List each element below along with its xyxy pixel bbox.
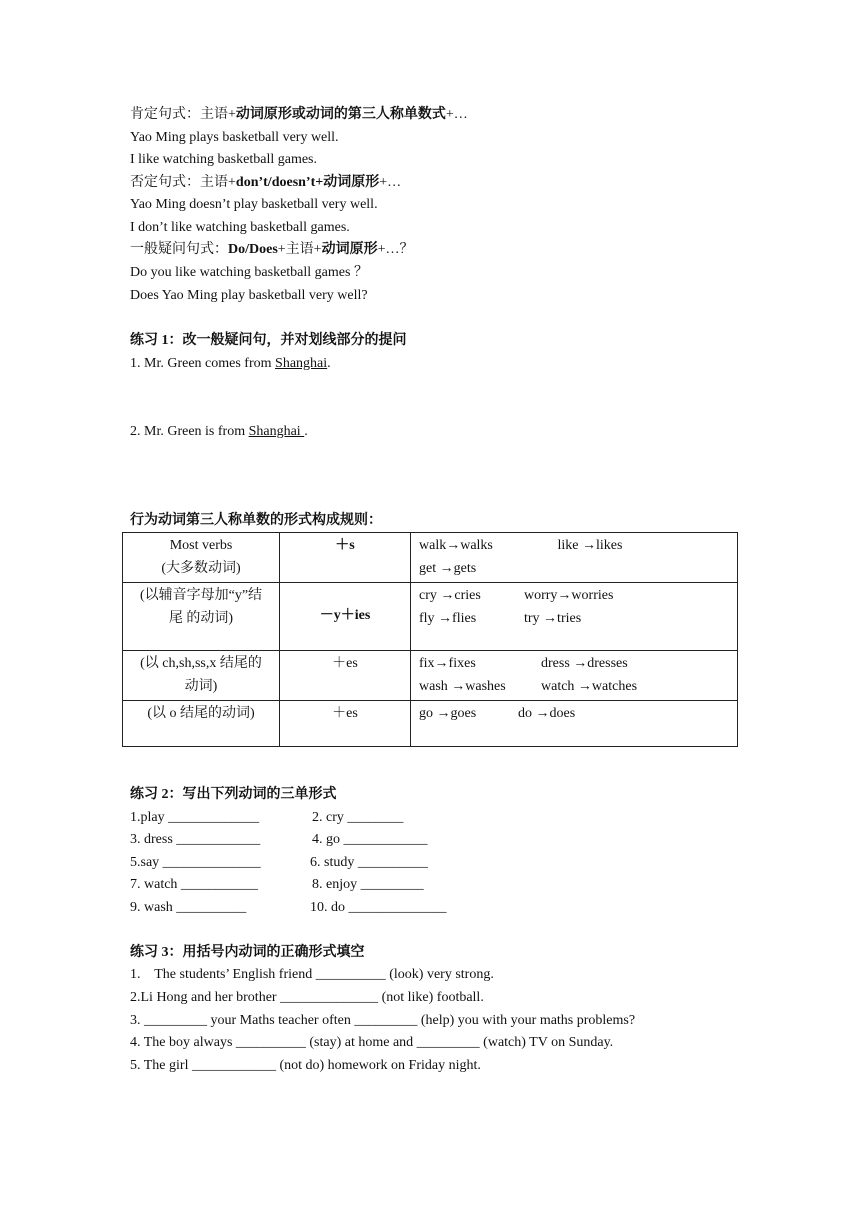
example-text: go →goes	[419, 706, 477, 722]
exercise2-title: 练习 2：写出下列动词的三单形式	[130, 787, 337, 802]
exercise1-question-2	[130, 423, 308, 441]
verb-type-text: 尾 的动词)	[168, 610, 234, 626]
exercise3-item: 2.Li Hong and her brother ______________ (not like) football.	[130, 990, 484, 1005]
exercise2-item: 5.say ______________	[130, 855, 261, 870]
example-text: cry →cries	[419, 588, 481, 604]
negative-pattern	[130, 174, 401, 192]
exercise2-item: 9. wash __________	[130, 900, 247, 915]
example-text: dress →dresses	[541, 656, 628, 672]
question-rule: 动词原形	[321, 242, 378, 257]
verb-type-cell	[123, 533, 280, 583]
rule-cell: ＋s	[280, 533, 411, 583]
exercise3-item: 5. The girl ____________ (not do) homework on Friday night.	[130, 1058, 481, 1073]
question-label: 一般疑问句式：	[130, 242, 228, 257]
example-text: fly →flies	[419, 610, 477, 626]
affirmative-label: 肯定句式：主语+	[130, 107, 236, 122]
example-text: like →likes	[557, 538, 623, 553]
example-text: do →does	[518, 706, 576, 722]
question-tail: +…？	[377, 242, 414, 257]
example-pair	[419, 703, 575, 726]
verb-type-text: (以 ch,sh,ss,x 结尾的	[140, 656, 262, 672]
table-row	[123, 651, 738, 701]
exercise2-row	[130, 809, 403, 827]
examples-cell	[411, 651, 738, 701]
example-pair	[419, 558, 524, 581]
example-text: watch →watches	[541, 678, 638, 694]
rules-table	[122, 532, 738, 747]
examples-cell	[411, 701, 738, 747]
question-mid: +主语+	[277, 242, 322, 257]
table-row	[123, 583, 738, 651]
example-sentence: Yao Ming doesn’t play basketball very well.	[130, 197, 378, 212]
exercise3-title: 练习 3：用括号内动词的正确形式填空	[130, 945, 365, 960]
example-sentence: Yao Ming plays basketball very well.	[130, 130, 339, 145]
exercise1-question-1	[130, 355, 331, 373]
exercise2-item: 6. study __________	[310, 855, 428, 870]
exercise2-item: 3. dress ____________	[130, 832, 261, 847]
question-text: .	[304, 424, 308, 439]
affirmative-tail: +…	[445, 107, 468, 122]
exercise2-row	[130, 854, 428, 872]
verb-type-text: (以 o 结尾的动词)	[147, 706, 255, 722]
underlined-word: Shanghai	[275, 356, 328, 371]
example-text: worry→worries	[524, 588, 614, 604]
rule-cell: ＋es	[280, 701, 411, 747]
exercise2-row	[130, 899, 447, 917]
example-text: get →gets	[419, 560, 477, 576]
example-pair	[419, 535, 622, 558]
negative-label: 否定句式：主语+	[130, 175, 236, 190]
verb-type-text: (以辅音字母加“y”结	[139, 588, 263, 604]
table-row	[123, 701, 738, 747]
example-sentence: I don’t like watching basketball games.	[130, 220, 350, 235]
exercise1-title: 练习 1：改一般疑问句，并对划线部分的提问	[130, 333, 407, 348]
exercise2-item: 4. go ____________	[312, 832, 428, 847]
exercise3-item: 1. The students’ English friend __________ (look) very strong.	[130, 967, 494, 982]
exercise2-item: 8. enjoy _________	[312, 877, 424, 892]
verb-type-text: 动词)	[184, 678, 218, 694]
example-sentence: I like watching basketball games.	[130, 152, 317, 167]
example-pair	[419, 653, 628, 676]
question-pattern	[130, 241, 413, 259]
affirmative-pattern	[130, 106, 468, 124]
affirmative-rule: 动词原形或动词的第三人称单数式	[235, 107, 446, 122]
negative-tail: +…	[379, 175, 402, 190]
exercise2-item: 10. do ______________	[310, 900, 447, 915]
example-text: try →tries	[524, 610, 582, 626]
question-text: 2. Mr. Green is from	[130, 424, 249, 439]
underlined-word: Shanghai	[248, 424, 305, 439]
negative-rule: don’t/doesn’t+动词原形	[235, 175, 380, 190]
exercise2-row	[130, 876, 424, 894]
example-text: fix→fixes	[419, 656, 476, 672]
example-pair	[419, 676, 637, 699]
table-row	[123, 533, 738, 583]
exercise3-item: 3. _________ your Maths teacher often _________ (help) you with your maths problems?	[130, 1013, 636, 1028]
verb-type-cell	[123, 583, 280, 651]
examples-cell	[411, 583, 738, 651]
verb-type-text: (大多数动词)	[161, 560, 241, 576]
question-aux: Do/Does	[228, 242, 278, 257]
example-sentence: Does Yao Ming play basketball very well?	[130, 288, 368, 303]
exercise2-item: 2. cry ________	[312, 810, 404, 825]
verb-type-text: Most verbs	[169, 538, 233, 553]
example-pair	[419, 608, 581, 631]
exercise2-row	[130, 831, 428, 849]
exercise3-item: 4. The boy always __________ (stay) at home and _________ (watch) TV on Sunday.	[130, 1035, 614, 1050]
exercise2-item: 1.play _____________	[130, 810, 260, 825]
rule-cell: －y＋ies	[280, 583, 411, 651]
question-text: .	[327, 356, 331, 371]
examples-cell	[411, 533, 738, 583]
verb-type-cell	[123, 701, 280, 747]
verb-type-cell	[123, 651, 280, 701]
rule-cell: ＋es	[280, 651, 411, 701]
example-pair	[419, 585, 613, 608]
question-text: 1. Mr. Green comes from	[130, 356, 276, 371]
example-text: walk→walks	[419, 538, 493, 553]
rules-table-title: 行为动词第三人称单数的形式构成规则：	[130, 513, 382, 528]
example-text: wash →washes	[419, 678, 506, 694]
exercise2-item: 7. watch ___________	[130, 877, 258, 892]
example-sentence: Do you like watching basketball games ？	[130, 265, 368, 280]
